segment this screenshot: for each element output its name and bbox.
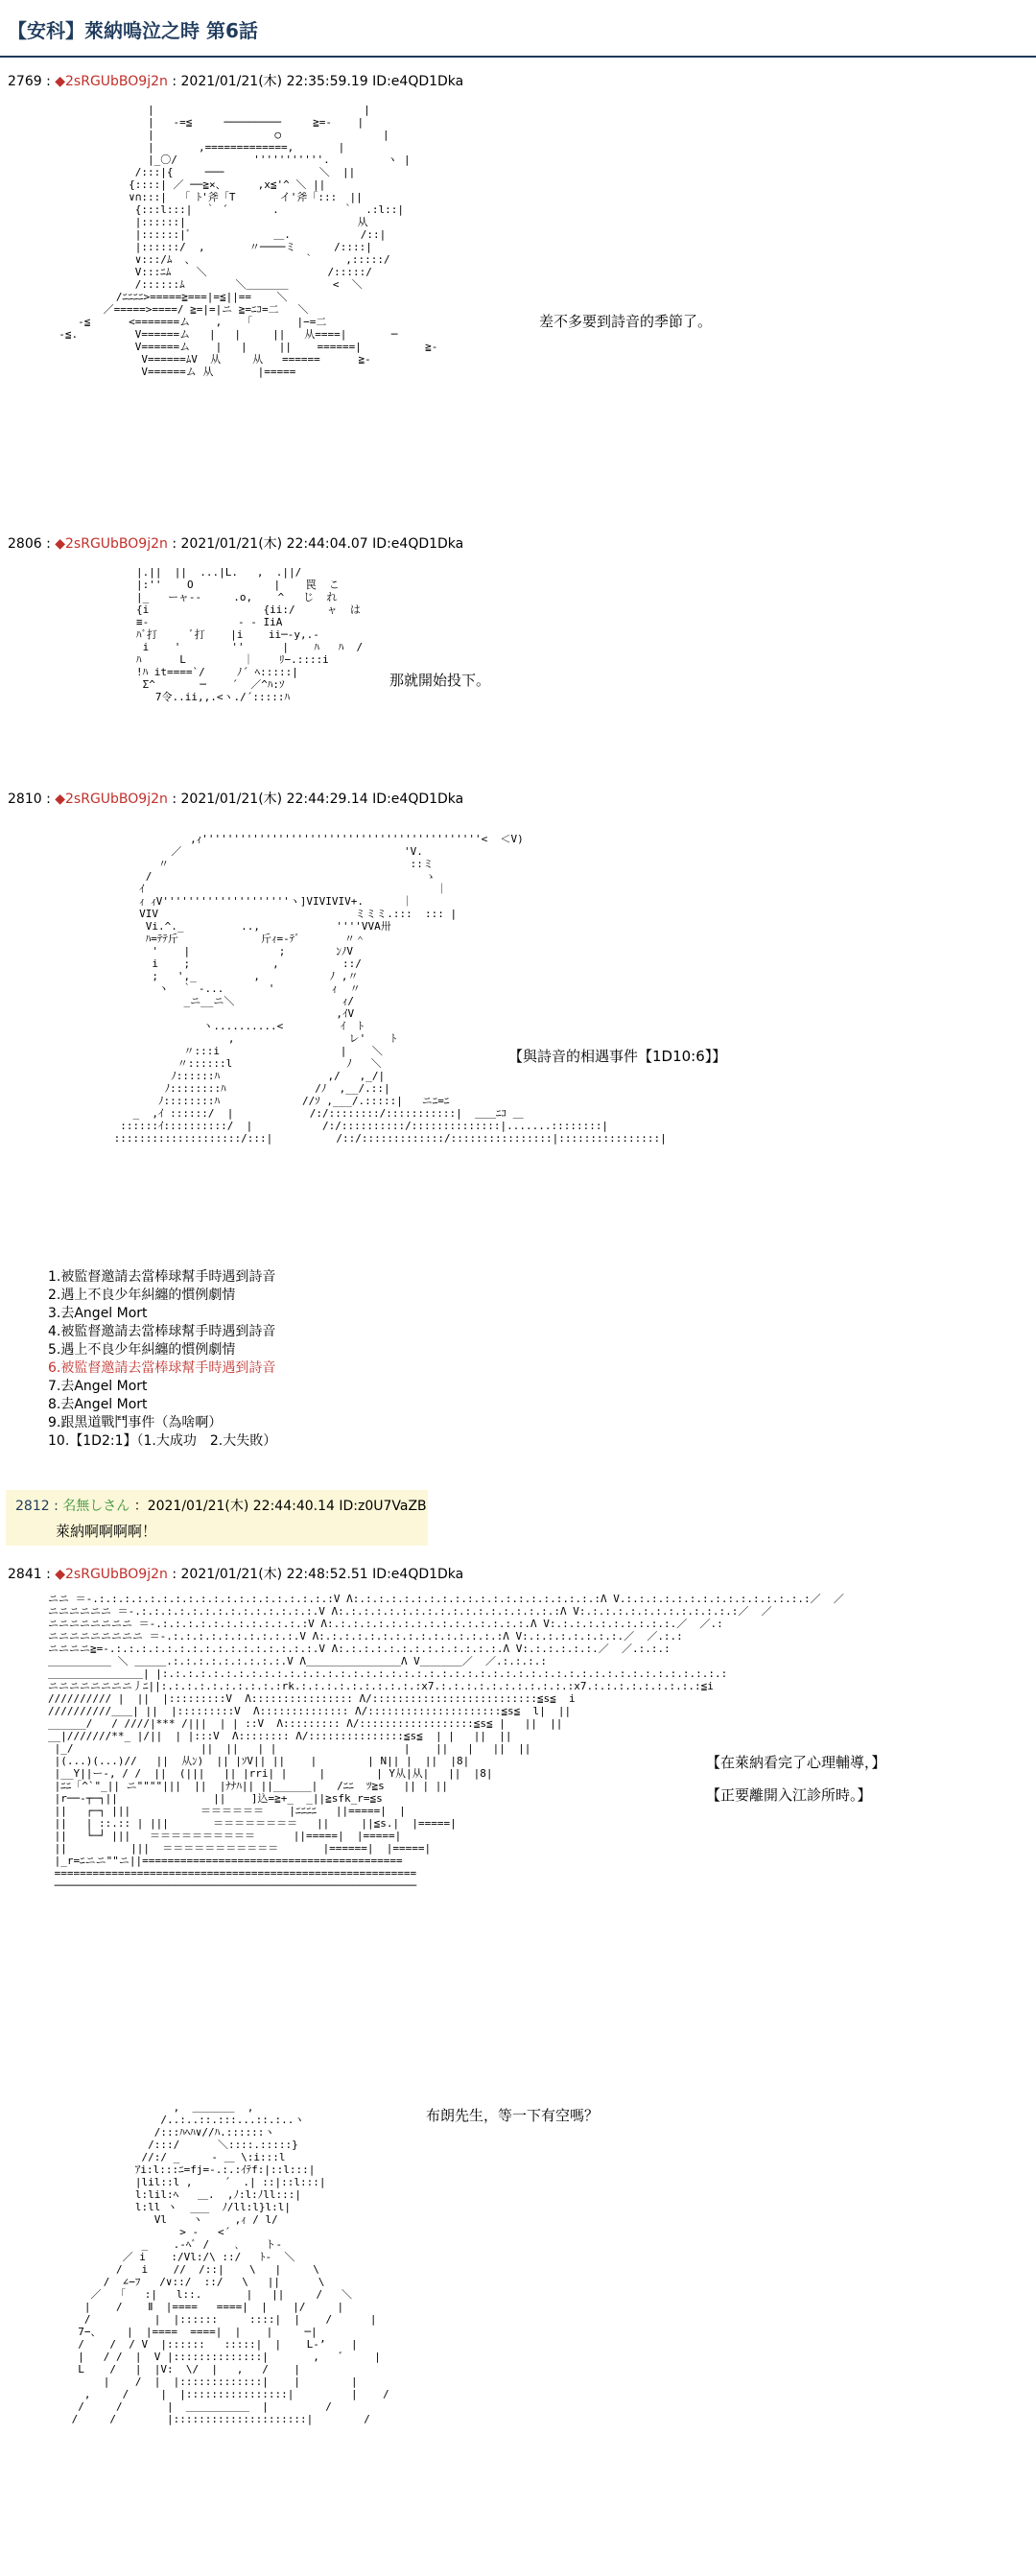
post-header — [8, 71, 463, 90]
list-item: 8.去Angel Mort — [48, 1397, 148, 1412]
list-item: 4.被監督邀請去當棒球幫手時遇到詩音 — [48, 1324, 276, 1339]
list-item: 7.去Angel Mort — [48, 1379, 148, 1394]
post-number[interactable]: 2841 : — [8, 1567, 51, 1582]
post-number[interactable]: 2806 : — [8, 536, 51, 552]
ascii-art: , ＿＿＿＿ , /..:..::.:::...::.:..ヽ /:::ﾊﾍﾊ∨//ﾊ.::::::ヽ /:::/ ＼::::.:::::} //:/ _ ‐ ＿ \:i:::l ｱi:l:::ﾆ=fj=-.:.:ｲﾃf:|::l:::| |lil::l , ´ .| ::|::l:::| l:lil:ﾍ ＿. ,ﾉ:l:ﾉll:::| l:ll ヽ ___ ﾉ/ll:l}l:l| Vl ヽ ,ｨ / l/ > - <´ _ .-ﾍﾞ / ､ ト- ／ i :/Vl:/\ ::/ ﾄ- ＼ / i // /::| \ | \ / ∠−ﾌ /∨::/ ::/ \ || \ ／ ｢ :| l::. | || / ＼ | / Ⅱ |==== ====| | |/ | / | |:::::: ::::| | / | 7−、 | |==== ====| | | ─| / / / V |:::::: :::::| | L-’ | | / / | V |::::::::::::::| , ゛ | L / | |V: \/ | , / | | / | |:::::::::::::| | | , / | |::::::::::::::::| | / / / | ＿＿＿＿＿＿ | / / / |:::::::::::::::::::::| / — [71, 2101, 389, 2425]
list-item: 3.去Angel Mort — [48, 1306, 148, 1321]
poster-name: ◆2sRGUbBO9j2n — [55, 74, 168, 89]
poster-name: ◆2sRGUbBO9j2n — [55, 536, 168, 552]
poster-name: ◆2sRGUbBO9j2n — [55, 792, 168, 807]
post-header — [15, 1496, 427, 1515]
post-header — [8, 1564, 463, 1583]
ascii-art: | | | -=≦ ───────── ≧=- | | ○ | | ,=============, | |_〇/ '''''''''''. ヽ | /:::|{ ─── ＼ || {::::| ／ ──≧×、 ,x≦'^ ＼ || ∨∩:::| 「 ﾄ'斧「T イ'斧「::: || {:::l:::| ｀ ´ . ｀ .:l::| |::::::| 从 |::::::|ﾞ ＿. /::| |::::::/ , 〃────ミ /::::| ∨:::/ﾑ 、 ｀ ,:::::/ V:::ﾆﾑ ＼ /:::::/ /::::::ﾑ ＼＿＿＿＿ < ＼ /ﾆﾆﾆﾆ>=====≧===|=≦||== ＼ ／=====>====/ ≧=|=|ニ ≧=ﾆｺ=二 ＼ -≦ <=======ム , ｢ |−=二 -≦. V======ム | | || 从====| ─ V======ム | | || ======| ≧- V======ﾑV 从 从 ====== ≧- V======ム 从 |===== — [59, 104, 438, 378]
ascii-art: ,ｨ''''''''''''''''''''''''''''''''''''''''''''< ＜V) ／ 'V. 〃 ::ミ / ゝ ｲ ｜ ｨ ｨV''''''''''''''''''''ヽ]VIVIVIV+. ｜ VIV ミミミ.::: ::: | Vi.^._ .., ''''VVA卅 ﾊ=ﾃﾃ斤 斤ｨ=-ﾃﾞ 〃＾ ' | ; ﾝﾉV i ; , ::/ ; ',_ , ﾉ ,〃 ヽ ｀ -... ' ｨ 〃 _ニ__ニ＼ ｨ/ ,ｲV ヽ..........< ｲ ﾄ , レ' ﾄ 〃:::i | ＼ 〃::::::l ﾉ ＼ ﾉ::::::ﾊ ,/ ,_/| ﾉ::::::::ﾊ /ﾉ ,__/.::| ﾉ::::::::ﾊ //ｿ ,___/.:::::| ニﾆ=ﾆ _ ,ｲ ::::::/ | /:/::::::::/:::::::::::| ＿＿ﾆｺ ＿ ::::::ｲ::::::::::/ | /:/::::::::::/::::::::::::::|.......::::::::| ::::::::::::::::::::/:::| /::/:::::::::::::/::::::::::::::::|::::::::::::::::| — [113, 833, 667, 1145]
post-meta: : 2021/01/21(木) 22:44:29.14 ID:e4QD1Dka — [172, 792, 464, 807]
list-item: 1.被監督邀請去當棒球幫手時遇到詩音 — [48, 1269, 276, 1285]
list-item: 2.遇上不良少年糾纏的慣例劇情 — [48, 1288, 236, 1303]
narration-text: 【正要離開入江診所時。】 — [706, 1786, 872, 1804]
reply-text: 萊納啊啊啊啊！ — [56, 1523, 157, 1540]
narration-text: 【在萊納看完了心理輔導，】 — [706, 1754, 886, 1771]
post-number[interactable]: 2812 : — [15, 1499, 59, 1514]
ascii-art: |.|| || ...|L. , .||/ |:'' O | 罠 こ |_ ーャ‐‐ .o, ^ じ れ {i {ii:/ ャ は ≡‐ ‐ ‐ IiA ﾊﾞ打 ﾞ打 |i ii─-y,.‐ i ' '' | ﾊ ﾊ / ﾊ L ｜ ﾘ−.::::i !ﾊ it====`/ ﾉ´ ﾍ:::::| Σ^ ─ ´ ／^ﾊ:ｿ 7令..ii,,.<ヽ./´:::::ﾊ — [136, 566, 364, 703]
dice-result-text: 【與詩音的相遇事件【1D10:6】】 — [508, 1048, 727, 1065]
dialogue-text: 那就開始投下。 — [389, 672, 491, 689]
post-meta: ：2021/01/21(木) 22:44:40.14 ID:z0U7VaZB — [133, 1499, 427, 1514]
poster-name: ◆2sRGUbBO9j2n — [55, 1567, 168, 1582]
post-header — [8, 789, 463, 808]
list-item: 10.【1D2:1】（1.大成功 2.大失敗） — [48, 1433, 277, 1449]
post-meta: : 2021/01/21(木) 22:44:04.07 ID:e4QD1Dka — [172, 536, 464, 552]
list-item: 9.跟黑道戰鬥事件（為啥啊） — [48, 1415, 223, 1430]
list-item: 5.遇上不良少年糾纏的慣例劇情 — [48, 1342, 236, 1358]
dialogue-text: 差不多要到詩音的季節了。 — [539, 313, 713, 330]
post-header — [8, 533, 463, 553]
options-list — [48, 1268, 276, 1451]
reply-post — [6, 1490, 428, 1546]
post-number[interactable]: 2810 : — [8, 792, 51, 807]
post-meta: : 2021/01/21(木) 22:35:59.19 ID:e4QD1Dka — [172, 74, 464, 89]
ascii-art: ニニ ＝-.:.:.:.:.:.:.:.:.:.:.:.:.:.:.:.:.:.:.:V Λ:.:.:.:.:.:.:.:.:.:.:.:.:.:.:.:.:.:.:.:Λ V.:.:.:.:.:.:.:.:.:.:.:.:.:.:.:／ ／ ニニニニニニ ＝-.:.:.:.:.:.:.:.:.:.:.:.:.:.:.V Λ:.:.:.:.:.:.:.:.:.:.:.:.:.:.:.:.:.:Λ V:.:.:.:.:.:.:.:.:.:.:.:.:／ ／ ニニニニニニニニ ＝-.:.:.:.:.:.:.:.:.:.:.:.:V Λ:.:.:.:.:.:.:.:.:.:.:.:.:.:.:.:.Λ V:.:.:.:.:.:.:.:.:.:.／ ／.: ニニニニニニニニニ ＝-.:.:.:.:.:.:.:.:.:.:.V Λ:.:.:.:.:.:.:.:.:.:.:.:.:.:.:Λ V:.:.:.:.:.:.:.:.／ ／.:.: ニニニニ≧=-.:.:.:.:.:.:.:.:.:.:.:.:.:.:.:.:.V Λ:.:.:.:.:.:.:.:.:.:.:.:.:.Λ V:.:.:.:.:.:.／ ／.:.:.: ＿＿＿＿＿＿ ＼ ＿＿＿.:.:.:.:.:.:.:.:.:.V Λ＿＿＿＿＿＿＿＿＿Λ V＿＿＿＿／ ／.:.:.:.: ＿＿＿＿＿＿＿＿＿| |:.:.:.:.:.:.:.:.:.:.:.:.:.:.:.:.:.:.:.:.:.:.:.:.:.:.:.:.:.:.:.:.:.:.:.:.:.:.:.:.:.:.:.:.: ニニニニニニニニ丿ﾆ||:.:.:.:.:.:.:.:.:.:rk.:.:.:.:.:.:.:.:.:.:x7.:.:.:.:.:.:.:.:.:.:.:x7.:.:.:.:.:.:.:.:.:≦i ////////// | || |:::::::::V Λ:::::::::::::::: Λ/::::::::::::::::::::::::::≦s≦ i //////////＿＿| || |:::::::::V Λ:::::::::::::: Λ/:::::::::::::::::::::≦s≦ l| || ______/ / ////|*** /||| | | ::V Λ::::::::: Λ/::::::::::::::::::≦s≦ | || || __|///////**_ |/|| | |:::V Λ:::::::: Λ/:::::::::::::::≦s≦ | | || || |_/ || || | | | || | || || |(...)(...)// || 从ﾝ) || |ｿV|| || | | N|| | || |8| |__Y||ー‐, / / || (||| || |rri| | | | Y从|从| || |8| |ﾆﾆ「^`"_|| ニ""""||| || |ﾅﾅﾊ|| ||______| /ﾆﾆ ﾂ≧s || | || |r──‐┬─┐|| || ]込=≧+_ _||≧sfk_r=≦s || ┌─┐ ||| ＝＝＝＝＝＝ |ﾆﾆﾆﾆ ||=====| | || | ::.:: | ||| ＝＝＝＝＝＝＝＝ || ||≦s.| |=====| || └─┘ ||| ＝＝＝＝＝＝＝＝＝＝ ||=====| |=====| || ||| ＝＝＝＝＝＝＝＝＝＝＝ |======| |=====| |_r=ﾆニニ""ニ||========================================= ========================================================= ───────────────────────────────────────────────────────── — [48, 1593, 844, 1892]
dialogue-text: 布朗先生，等一下有空嗎？ — [426, 2107, 600, 2124]
post-meta: : 2021/01/21(木) 22:48:52.51 ID:e4QD1Dka — [172, 1567, 464, 1582]
page-title-bar — [0, 0, 1036, 58]
poster-name: 名無しさん — [62, 1499, 130, 1514]
page-title: 【安科】萊納嗚泣之時 第6話 — [8, 19, 258, 42]
list-item-selected: 6.被監督邀請去當棒球幫手時遇到詩音 — [48, 1360, 276, 1376]
post-number[interactable]: 2769 : — [8, 74, 51, 89]
